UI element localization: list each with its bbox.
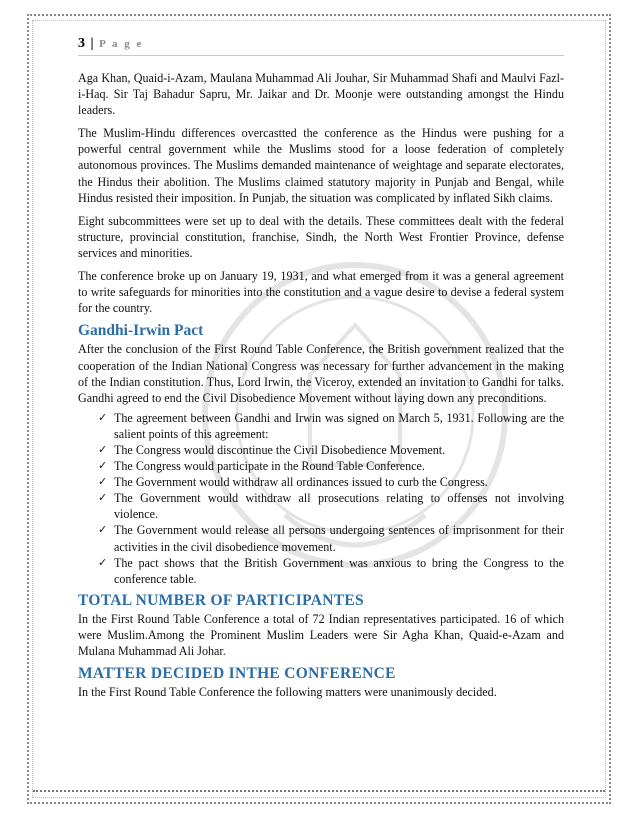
checkmark-icon: ✓ xyxy=(98,555,108,569)
list-item xyxy=(98,410,564,442)
paragraph: The Muslim-Hindu differences overcastted the conference as the Hindus were pushing for a powerful central government while the Muslims stood for a loose federation of completely autonomous provinces. The Muslims demanded maintenance of weightage and separate electorates, the Hindus their abolition. The Muslims claimed statutory majority in Punjab and Bengal, while Hindus resisted their imposition. In Punjab, the situation was complicated by inflated Sikh claims. xyxy=(78,126,564,205)
list-item-text: The pact shows that the British Government was anxious to bring the Congress to the conference table. xyxy=(114,555,564,586)
checkmark-icon: ✓ xyxy=(98,491,108,505)
list-item-text: The Congress would participate in the Round Table Conference. xyxy=(114,459,425,474)
header-divider xyxy=(78,55,564,56)
list-item-text: The Congress would discontinue the Civil Disobedience Movement. xyxy=(114,442,446,457)
pact-points-list xyxy=(78,410,564,587)
section-heading-participants: TOTAL NUMBER OF PARTICIPANTES xyxy=(78,591,364,609)
checkmark-icon: ✓ xyxy=(98,410,108,424)
page-header xyxy=(78,36,143,52)
list-item-text: The Government would release all persons undergoing sentences of imprisonment for their activities in the civil disobedience movement. xyxy=(114,523,564,554)
paragraph: The conference broke up on January 19, 1931, and what emerged from it was a general agreement to write safeguards for minorities into the constitution and a vague desire to devise a federal system for the country. xyxy=(78,269,564,316)
list-item-text: The Government would withdraw all ordinances issued to curb the Congress. xyxy=(114,475,488,490)
list-item xyxy=(98,474,564,490)
checkmark-icon: ✓ xyxy=(98,523,108,537)
section-heading-matter: MATTER DECIDED INTHE CONFERENCE xyxy=(78,665,396,683)
paragraph: In the First Round Table Conference a total of 72 Indian representatives participated. 16 of which were Muslim.Among the Prominent Muslim Leaders were Sir Agha Khan, Quaid-e-Azam and Mulana Muhammad Ali Johar. xyxy=(78,611,564,659)
paragraph: Eight subcommittees were set up to deal with the details. These committees dealt with the federal structure, provincial constitution, franchise, Sindh, the North West Frontier Province, defense services and minorities. xyxy=(78,213,564,260)
page-number: 3 xyxy=(78,36,85,51)
list-item xyxy=(98,442,564,458)
paragraph: After the conclusion of the First Round Table Conference, the British government realized that the cooperation of the Indian National Congress was necessary for further advancement in the making of the Indian constitution. Thus, Lord Irwin, the Viceroy, extended an invitation to Gandhi for talks. Gandhi agreed to end the Civil Disobedience Movement without laying down any preconditions. xyxy=(78,342,564,405)
paragraph: In the First Round Table Conference the following matters were unanimously decided. xyxy=(78,685,497,700)
list-item-text: The Government would withdraw all prosecutions relating to offenses not involving violence. xyxy=(114,491,564,522)
list-item xyxy=(98,522,564,554)
checkmark-icon: ✓ xyxy=(98,442,108,456)
list-item xyxy=(98,458,564,474)
header-separator: | xyxy=(90,36,94,51)
document-body xyxy=(78,70,564,707)
list-item xyxy=(98,490,564,522)
section-heading-pact: Gandhi-Irwin Pact xyxy=(78,322,204,340)
checkmark-icon: ✓ xyxy=(98,459,108,473)
paragraph: Aga Khan, Quaid-i-Azam, Maulana Muhammad Ali Jouhar, Sir Muhammad Shafi and Maulvi Fazl-i-Haq. Sir Taj Bahadur Sapru, Mr. Jaikar and Dr. Moonje were outstanding amongst the Hindu leaders. xyxy=(78,71,564,118)
page-label: P a g e xyxy=(99,38,144,50)
checkmark-icon: ✓ xyxy=(98,475,108,489)
footer-divider xyxy=(33,790,605,792)
list-item-text: The agreement between Gandhi and Irwin was signed on March 5, 1931. Following are the salient points of this agreement: xyxy=(114,410,564,441)
list-item xyxy=(98,555,564,587)
